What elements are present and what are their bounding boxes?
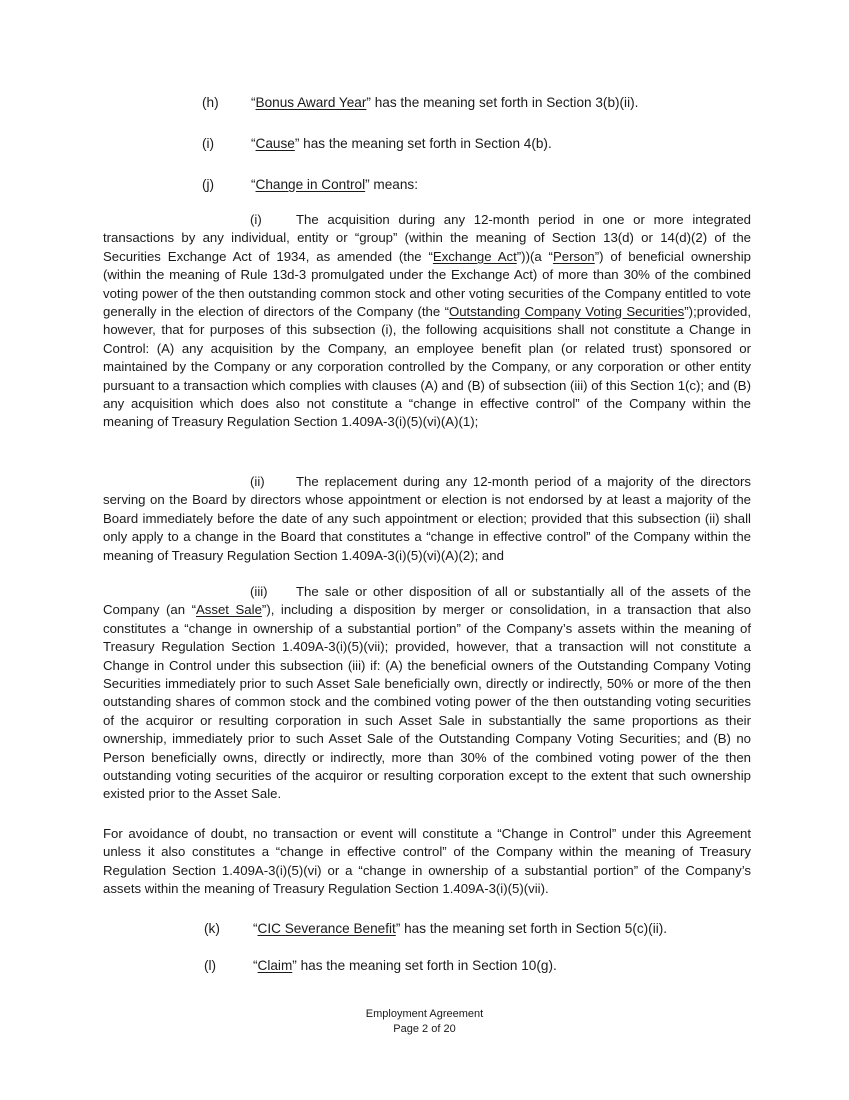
defined-term: Bonus Award Year <box>255 95 367 110</box>
document-page: (h) “Bonus Award Year” has the meaning set forth in Section 3(b)(ii). (i) “Cause” has the meaning set forth in Section 4(b). (j) “Change in Control” means: (i) The acquisition during any 12-month period in one or more integrated transactions by any individual, entity or “group” (within the meaning of Section 13(d) or 14(d)(2) of the Securities Exchange Act of 1934, as amended (the “Exchange Act”))(a “Person”) of beneficial ownership (within the meaning of Rule 13d-3 promulgated under the Exchange Act) of more than 30% of the combined voting power of the then outstanding common stock and other voting securities of the Company entitled to vote generally in the election of directors of the Company (the “Outstanding Company Voting Securities”);provided, however, that for purposes of this subsection (i), the following acquisitions shall not constitute a Change in Control: (A) any acquisition by the Company, an employee benefit plan (or related trust) sponsored or maintained by the Company or any corporation controlled by the Company, or any corporation or other entity pursuant to a transaction which complies with clauses (A) and (B) of subsection (iii) of this Section 1(c); and (B) any acquisition which does also not constitute a “change in effective control” of the Company within the meaning of Treasury Regulation Section 1.409A-3(i)(5)(vi)(A)(1); (ii) The replacement during any 12-month period of a majority of the directors serving on the Board by directors whose appointment or election is not endorsed by at least a majority of the Board immediately before the date of any such appointment or election; provided that this subsection (ii) shall only apply to a change in the Board that constitutes a “change in effective control” of the Company within the meaning of Treasury Regulation Section 1.409A-3(i)(5)(vi)(A)(2); and (iii) The sale or other disposition of all or substantially all of the assets of the Company (an “Asset Sale”), including a disposition by merger or consolidation, in a transaction that also constitutes a “change in ownership of a substantial portion” of the Company’s assets within the meaning of Treasury Regulation Section 1.409A-3(i)(5)(vii); provided, however, that a transaction will not constitute a Change in Control under this subsection (iii) if: (A) the beneficial owners of the Outstanding Company Voting Securities immediately prior to such Asset Sale beneficially own, directly or indirectly, 50% or more of the then outstanding shares of common stock and the combined voting power of the then outstanding voting securities of the acquiror or resulting corporation in such Asset Sale in substantially the same proportions as their ownership, immediately prior to such Asset Sale of the Outstanding Company Voting Securities; and (B) no Person beneficially owns, directly or indirectly, more than 30% of the combined voting power of the then outstanding voting securities of the acquiror or resulting corporation except to the extent that such ownership existed prior to the Asset Sale. For avoidance of doubt, no transaction or event will constitute a “Change in Control” under this Agreement unless it also constitutes a “change in effective control” of the Company within the meaning of Treasury Regulation Section 1.409A-3(i)(5)(vi) or a “change in ownership of a substantial portion” of the Company’s assets within the meaning of Treasury Regulation Section 1.409A-3(i)(5)(vii). (k) “CIC Severance Benefit” has the meaning set forth in Section 5(c)(ii). (l) “Claim” has the meaning set forth in Section 10(g). Employment Agreement Page 2 of 20 <box>0 0 849 1100</box>
subsection-i: (i) The acquisition during any 12-month period in one or more integrated transactions by any individual, entity or “group” (within the meaning of Section 13(d) or 14(d)(2) of the Securities Exchange Act of 1934, as amended (the “Exchange Act”))(a “Person”) of beneficial ownership (within the meaning of Rule 13d-3 promulgated under the Exchange Act) of more than 30% of the combined voting power of the then outstanding common stock and other voting securities of the Company entitled to vote generally in the election of directors of the Company (the “Outstanding Company Voting Securities”);provided, however, that for purposes of this subsection (i), the following acquisitions shall not constitute a Change in Control: (A) any acquisition by the Company, an employee benefit plan (or related trust) sponsored or maintained by the Company or any corporation controlled by the Company, or any corporation or other entity pursuant to a transaction which complies with clauses (A) and (B) of subsection (iii) of this Section 1(c); and (B) any acquisition which does also not constitute a “change in effective control” of the Company within the meaning of Treasury Regulation Section 1.409A-3(i)(5)(vi)(A)(1); <box>103 212 751 430</box>
subsection-iii: (iii) The sale or other disposition of all or substantially all of the assets of the Company (an “Asset Sale”), including a disposition by merger or consolidation, in a transaction that also constitutes a “change in ownership of a substantial portion” of the Company’s assets within the meaning of Treasury Regulation Section 1.409A-3(i)(5)(vii); provided, however, that a transaction will not constitute a Change in Control under this subsection (iii) if: (A) the beneficial owners of the Outstanding Company Voting Securities immediately prior to such Asset Sale beneficially own, directly or indirectly, 50% or more of the then outstanding shares of common stock and the combined voting power of the then outstanding voting securities of the acquiror or resulting corporation in such Asset Sale in substantially the same proportions as their ownership, immediately prior to such Asset Sale of the Outstanding Company Voting Securities; and (B) no Person beneficially owns, directly or indirectly, more than 30% of the combined voting power of the then outstanding voting securities of the acquiror or resulting corporation except to the extent that such ownership existed prior to the Asset Sale. <box>103 584 751 802</box>
defined-term: Person <box>552 248 595 264</box>
subsection-number: (i) <box>250 212 262 227</box>
defined-term: Outstanding Company Voting Securities <box>448 304 685 320</box>
defined-term: Claim <box>257 958 293 973</box>
definition-label: (k) <box>204 921 220 936</box>
avoidance-paragraph: For avoidance of doubt, no transaction or event will constitute a “Change in Control” under this Agreement unless it also constitutes a “change in effective control” of the Company within the meaning of Treasury Regulation Section 1.409A-3(i)(5)(vi) or a “change in ownership of a substantial portion” of the Company’s assets within the meaning of Treasury Regulation Section 1.409A-3(i)(5)(vii). <box>103 826 751 897</box>
subsection-number: (ii) <box>250 474 265 489</box>
footer-page-number: Page 2 of 20 <box>393 1023 456 1035</box>
definition-label: (h) <box>202 95 219 110</box>
footer-title: Employment Agreement <box>365 1008 484 1020</box>
subsection-number: (iii) <box>250 584 268 599</box>
defined-term: Exchange Act <box>432 248 517 264</box>
defined-term: Asset Sale <box>195 602 262 618</box>
definition-label: (j) <box>202 177 215 192</box>
defined-term: Cause <box>255 136 295 151</box>
defined-term: CIC Severance Benefit <box>257 921 396 936</box>
defined-term: Change in Control <box>255 177 366 192</box>
definition-text: means: <box>369 177 418 192</box>
definition-label: (i) <box>202 136 215 151</box>
subsection-ii: (ii) The replacement during any 12-month period of a majority of the directors serving on the Board by directors whose appointment or election is not endorsed by at least a majority of the Board immediately before the date of any such appointment or election; provided that this subsection (ii) shall only apply to a change in the Board that constitutes a “change in effective control” of the Company within the meaning of Treasury Regulation Section 1.409A-3(i)(5)(vi)(A)(2); and <box>103 474 751 563</box>
definition-text: has the meaning set forth in Section 3(b)(ii). <box>370 95 639 110</box>
definition-text: has the meaning set forth in Section 5(c)(ii). <box>400 921 668 936</box>
definition-text: has the meaning set forth in Section 4(b). <box>299 136 552 151</box>
definition-text: has the meaning set forth in Section 10(g). <box>296 958 557 973</box>
definition-label: (l) <box>204 958 217 973</box>
